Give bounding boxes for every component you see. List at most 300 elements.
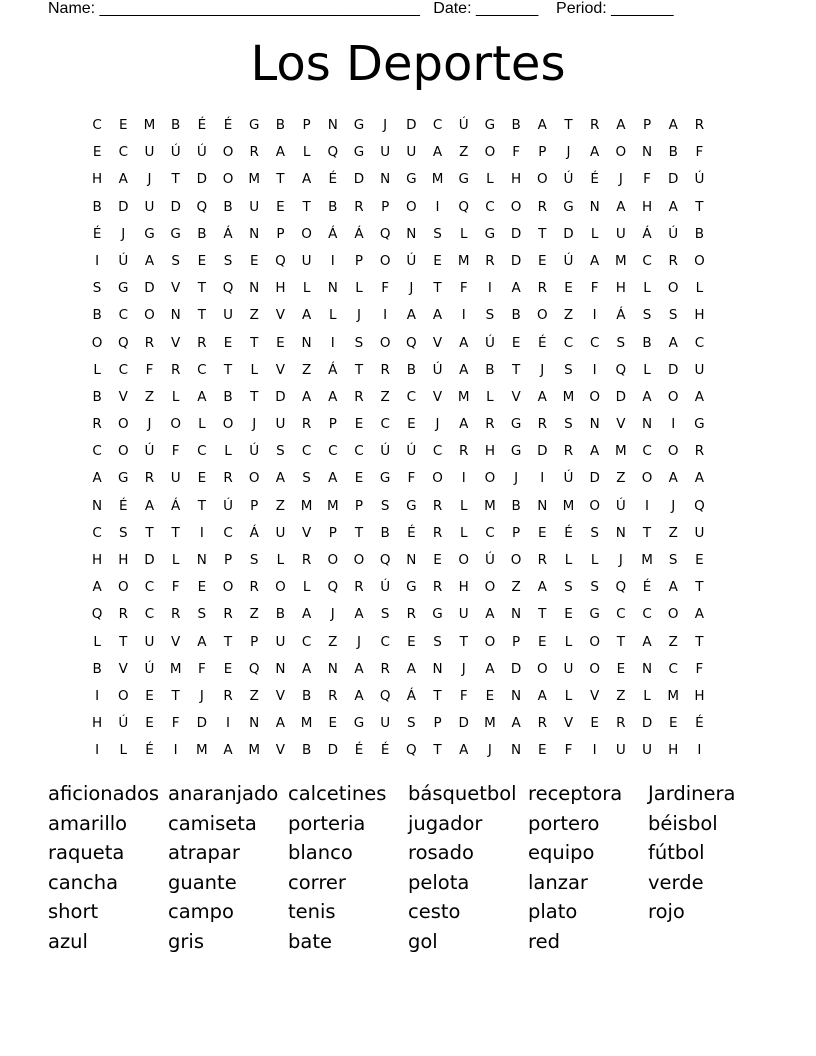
grid-letter: Á — [223, 225, 233, 242]
grid-letter: G — [248, 117, 260, 133]
grid-letter: H — [92, 715, 103, 732]
grid-letter: S — [302, 470, 311, 487]
grid-letter: G — [118, 280, 129, 297]
grid-letter: E — [249, 252, 259, 269]
grid-letter: F — [564, 742, 573, 759]
grid-letter: Ú — [694, 171, 705, 188]
grid-letter: J — [147, 171, 152, 188]
word-bank-item: short — [48, 900, 99, 924]
grid-letter: B — [92, 660, 102, 677]
grid-letter: Á — [249, 524, 259, 541]
grid-letter: N — [327, 660, 338, 677]
grid-letter: A — [694, 606, 705, 623]
grid-letter: V — [511, 388, 521, 405]
grid-letter: R — [537, 198, 547, 215]
grid-letter: P — [328, 524, 337, 541]
grid-letter: N — [537, 497, 548, 514]
grid-letter: J — [409, 280, 414, 297]
grid-letter: O — [222, 144, 234, 161]
grid-letter: L — [276, 552, 285, 568]
grid-letter: É — [564, 524, 573, 541]
grid-letter: J — [566, 144, 571, 161]
grid-letter: B — [223, 198, 233, 215]
grid-letter: R — [432, 524, 443, 541]
grid-letter: E — [354, 416, 364, 433]
grid-letter: B — [301, 742, 312, 759]
grid-letter: L — [302, 280, 311, 297]
grid-letter: A — [328, 470, 338, 487]
grid-letter: C — [485, 198, 495, 215]
grid-letter: I — [461, 307, 466, 324]
grid-letter: L — [486, 388, 494, 405]
word-bank-item: básquetbol — [408, 782, 517, 805]
grid-letter: G — [563, 198, 574, 215]
grid-letter: E — [564, 606, 573, 623]
grid-letter: P — [354, 252, 364, 269]
grid-letter: I — [330, 252, 335, 269]
grid-letter: F — [145, 361, 154, 378]
grid-letter: J — [356, 633, 361, 650]
grid-letter: B — [92, 307, 102, 324]
grid-letter: Z — [668, 524, 678, 541]
grid-letter: O — [641, 470, 653, 487]
grid-letter: O — [667, 606, 679, 623]
grid-letter: H — [668, 742, 679, 759]
grid-letter: J — [199, 687, 204, 704]
grid-letter: N — [511, 606, 522, 623]
grid-letter: T — [223, 633, 233, 650]
grid-letter: S — [118, 524, 128, 541]
grid-letter: G — [406, 497, 417, 514]
grid-letter: T — [171, 687, 180, 704]
grid-letter: I — [226, 715, 231, 732]
grid-letter: C — [197, 361, 207, 378]
grid-letter: J — [514, 470, 519, 487]
grid-letter: R — [537, 416, 547, 433]
grid-letter: O — [248, 470, 260, 487]
grid-letter: P — [512, 524, 521, 541]
grid-letter: É — [92, 225, 102, 242]
grid-letter: J — [252, 416, 257, 433]
word-bank-item: equipo — [528, 841, 595, 865]
grid-letter: T — [302, 198, 311, 215]
grid-letter: V — [590, 687, 600, 704]
grid-letter: R — [537, 280, 547, 297]
grid-letter: L — [643, 687, 651, 704]
grid-letter: Z — [380, 388, 390, 405]
grid-letter: M — [615, 443, 627, 460]
grid-letter: M — [300, 715, 313, 732]
grid-letter: L — [643, 280, 651, 297]
grid-letter: P — [328, 416, 337, 433]
grid-letter: L — [459, 497, 468, 514]
grid-letter: É — [145, 742, 154, 759]
grid-letter: A — [694, 388, 705, 405]
grid-letter: A — [118, 171, 128, 188]
grid-letter: A — [301, 388, 312, 405]
grid-letter: R — [144, 470, 155, 487]
grid-letter: O — [117, 443, 129, 460]
grid-letter: A — [301, 307, 312, 324]
grid-letter: D — [510, 252, 522, 269]
grid-letter: B — [92, 388, 102, 405]
grid-letter: E — [433, 552, 442, 568]
grid-letter: Q — [379, 225, 391, 242]
word-bank-item: calcetines — [288, 782, 387, 805]
grid-letter: Á — [328, 361, 338, 378]
grid-letter: Z — [459, 144, 469, 161]
grid-letter: Ú — [484, 552, 495, 568]
word-bank-item: rosado — [408, 841, 474, 865]
grid-letter: R — [354, 198, 364, 215]
grid-letter: O — [379, 334, 391, 351]
grid-letter: I — [697, 742, 702, 759]
grid-letter: D — [537, 443, 548, 460]
grid-letter: S — [564, 361, 573, 378]
grid-letter: T — [197, 280, 206, 297]
grid-letter: Z — [563, 307, 574, 324]
grid-letter: A — [642, 388, 652, 405]
grid-letter: Q — [91, 606, 103, 623]
grid-letter: E — [538, 633, 547, 650]
grid-letter: A — [301, 660, 312, 677]
grid-letter: Ú — [380, 579, 391, 596]
grid-letter: I — [199, 524, 204, 541]
grid-letter: T — [197, 497, 206, 514]
grid-letter: L — [486, 171, 494, 188]
grid-letter: G — [406, 171, 417, 188]
grid-letter: Ú — [249, 443, 260, 460]
grid-letter: U — [615, 742, 626, 759]
grid-letter: Ú — [118, 715, 129, 732]
grid-letter: A — [301, 171, 312, 188]
grid-letter: R — [485, 416, 495, 433]
grid-letter: A — [275, 470, 286, 487]
grid-letter: O — [117, 687, 129, 704]
grid-letter: R — [144, 334, 155, 351]
grid-letter: U — [249, 198, 260, 215]
grid-letter: M — [615, 252, 627, 269]
grid-letter: E — [145, 715, 154, 732]
grid-letter: M — [169, 660, 182, 677]
grid-letter: Q — [458, 198, 470, 215]
grid-letter: R — [170, 606, 181, 623]
grid-letter: B — [694, 225, 705, 242]
grid-letter: N — [196, 552, 207, 568]
grid-letter: O — [379, 252, 391, 269]
grid-letter: H — [92, 171, 103, 188]
grid-letter: Q — [379, 687, 391, 704]
grid-letter: G — [144, 225, 155, 242]
grid-letter: R — [223, 470, 233, 487]
grid-letter: F — [459, 280, 468, 297]
grid-letter: T — [511, 361, 521, 378]
word-bank — [48, 779, 768, 957]
grid-letter: S — [668, 552, 678, 568]
grid-letter: B — [511, 307, 521, 324]
grid-letter: D — [510, 660, 522, 677]
grid-letter: T — [354, 524, 364, 541]
grid-letter: C — [380, 416, 390, 433]
grid-letter: L — [355, 280, 363, 297]
grid-letter: C — [118, 144, 128, 161]
grid-letter: É — [197, 117, 207, 133]
grid-letter: O — [589, 660, 600, 677]
grid-letter: L — [93, 361, 101, 378]
grid-letter: S — [590, 579, 599, 596]
grid-letter: R — [694, 117, 705, 133]
grid-letter: T — [250, 334, 259, 351]
grid-letter: E — [485, 687, 495, 704]
grid-letter: B — [275, 117, 286, 133]
grid-letter: N — [249, 280, 260, 297]
grid-letter: L — [643, 361, 651, 378]
word-bank-item: guante — [168, 870, 237, 894]
grid-letter: A — [144, 252, 155, 269]
grid-letter: Ú — [223, 497, 233, 514]
grid-letter: A — [668, 198, 678, 215]
grid-letter: M — [248, 171, 261, 188]
grid-letter: R — [92, 416, 102, 433]
grid-letter: A — [694, 470, 705, 487]
grid-letter: H — [694, 307, 705, 324]
grid-letter: R — [301, 416, 312, 433]
grid-letter: Ú — [615, 497, 626, 514]
grid-letter: L — [564, 552, 573, 568]
grid-letter: L — [590, 552, 599, 568]
grid-letter: M — [667, 687, 680, 704]
grid-letter: A — [668, 117, 678, 133]
word-bank-item: portero — [528, 811, 600, 835]
grid-letter: O — [170, 416, 181, 433]
grid-letter: M — [143, 117, 156, 133]
grid-letter: P — [302, 117, 311, 133]
grid-letter: L — [302, 579, 311, 596]
grid-letter: M — [248, 742, 261, 759]
grid-letter: R — [537, 552, 547, 568]
word-bank-item: verde — [648, 870, 704, 894]
grid-letter: I — [95, 252, 100, 269]
grid-letter: S — [433, 633, 442, 650]
grid-letter: G — [353, 144, 365, 161]
grid-letter: V — [275, 361, 286, 378]
grid-letter: R — [328, 687, 338, 704]
grid-letter: O — [536, 171, 548, 188]
grid-letter: H — [92, 552, 103, 568]
grid-letter: T — [433, 280, 442, 297]
grid-letter: M — [562, 497, 575, 514]
date-field-label: Date: _______ — [433, 0, 539, 17]
word-bank-item: aficionados — [48, 782, 160, 805]
grid-letter: C — [354, 443, 364, 460]
word-bank-item: cancha — [48, 870, 119, 894]
grid-letter: Z — [275, 497, 286, 514]
grid-letter: D — [458, 715, 469, 732]
grid-letter: F — [590, 280, 599, 297]
grid-letter: O — [222, 416, 234, 433]
grid-letter: N — [589, 198, 600, 215]
grid-letter: O — [589, 633, 600, 650]
page-title: Los Deportes — [250, 36, 566, 92]
grid-letter: E — [197, 252, 207, 269]
grid-letter: F — [512, 144, 520, 161]
grid-letter: E — [538, 742, 547, 759]
grid-letter: T — [695, 633, 704, 650]
grid-letter: A — [485, 660, 495, 677]
word-bank-item: lanzar — [528, 870, 588, 894]
grid-letter: B — [380, 524, 390, 541]
grid-letter: C — [301, 443, 312, 460]
grid-letter: V — [432, 388, 443, 405]
grid-letter: A — [144, 497, 155, 514]
grid-letter: A — [616, 117, 626, 133]
word-bank-item: pelota — [408, 870, 470, 894]
grid-letter: C — [144, 579, 155, 596]
grid-letter: A — [668, 579, 678, 596]
word-bank-item: anaranjado — [168, 782, 279, 805]
grid-letter: R — [485, 252, 495, 269]
grid-letter: V — [563, 715, 574, 732]
grid-letter: U — [642, 742, 652, 759]
grid-letter: S — [668, 307, 678, 324]
grid-letter: S — [92, 280, 102, 297]
word-bank-item: tenis — [288, 900, 336, 924]
grid-letter: A — [459, 361, 469, 378]
grid-letter: R — [223, 687, 233, 704]
grid-letter: L — [119, 742, 128, 759]
word-bank-item: amarillo — [48, 811, 128, 835]
word-bank-item: correr — [288, 870, 346, 894]
grid-letter: J — [147, 416, 152, 433]
grid-letter: M — [326, 497, 339, 514]
name-field-label: Name: ____________________________________ — [48, 0, 420, 17]
grid-letter: S — [223, 252, 233, 269]
grid-letter: A — [485, 606, 495, 623]
grid-letter: É — [642, 579, 652, 596]
grid-letter: L — [302, 144, 311, 161]
grid-letter: N — [511, 742, 522, 759]
grid-letter: F — [407, 470, 416, 487]
grid-letter: Q — [615, 579, 627, 596]
grid-letter: H — [458, 579, 469, 596]
grid-letter: O — [117, 416, 129, 433]
grid-letter: R — [249, 144, 259, 161]
grid-letter: A — [511, 715, 521, 732]
grid-letter: R — [432, 579, 443, 596]
period-field-label: Period: _______ — [556, 0, 674, 17]
grid-letter: B — [223, 388, 233, 405]
grid-letter: U — [275, 524, 286, 541]
grid-letter: H — [641, 198, 653, 215]
grid-letter: M — [196, 742, 208, 759]
grid-letter: T — [459, 633, 468, 650]
grid-letter: S — [171, 252, 180, 269]
grid-letter: F — [171, 443, 180, 460]
grid-letter: Q — [327, 579, 339, 596]
word-bank-item: plato — [528, 900, 578, 924]
grid-letter: U — [563, 660, 574, 677]
grid-letter: L — [695, 280, 704, 297]
grid-letter: F — [171, 579, 180, 596]
grid-letter: L — [564, 633, 573, 650]
grid-letter: H — [511, 171, 522, 188]
grid-letter: E — [197, 470, 207, 487]
grid-letter: P — [250, 497, 259, 514]
grid-letter: E — [407, 416, 416, 433]
word-bank-item: gris — [168, 929, 204, 953]
grid-letter: N — [249, 715, 260, 732]
grid-letter: R — [616, 715, 626, 732]
word-bank-item: gol — [408, 929, 438, 953]
grid-letter: C — [92, 117, 102, 133]
grid-letter: J — [618, 171, 623, 188]
grid-letter: P — [538, 144, 547, 161]
grid-letter: O — [510, 552, 522, 568]
grid-letter: G — [510, 416, 522, 433]
grid-letter: L — [329, 307, 337, 324]
grid-letter: G — [458, 171, 469, 188]
grid-letter: A — [92, 579, 102, 596]
grid-letter: É — [538, 334, 547, 351]
word-bank-item: bate — [288, 929, 332, 953]
grid-letter: O — [353, 552, 365, 568]
grid-letter: T — [119, 633, 128, 650]
word-bank-item: red — [528, 929, 560, 953]
grid-letter: T — [433, 687, 442, 704]
grid-letter: A — [406, 660, 416, 677]
grid-letter: E — [538, 524, 547, 541]
grid-letter: B — [301, 687, 312, 704]
grid-letter: Q — [222, 280, 234, 297]
grid-letter: D — [615, 388, 627, 405]
grid-letter: E — [328, 715, 338, 732]
grid-letter: T — [145, 524, 154, 541]
grid-letter: F — [695, 144, 704, 161]
grid-letter: O — [91, 334, 103, 351]
grid-letter: E — [616, 660, 626, 677]
grid-letter: É — [590, 171, 599, 188]
grid-letter: T — [223, 361, 233, 378]
grid-letter: E — [433, 252, 442, 269]
grid-letter: D — [144, 280, 155, 297]
grid-letter: A — [328, 388, 338, 405]
grid-letter: C — [485, 524, 495, 541]
word-bank-item: fútbol — [648, 841, 705, 865]
grid-letter: D — [510, 225, 522, 242]
grid-letter: J — [618, 552, 623, 568]
grid-letter: A — [197, 633, 207, 650]
grid-letter: S — [590, 524, 599, 541]
grid-letter: L — [171, 552, 180, 568]
grid-letter: Q — [379, 552, 391, 568]
grid-letter: É — [354, 742, 364, 759]
grid-letter: B — [92, 198, 102, 215]
grid-letter: C — [642, 606, 652, 623]
grid-letter: R — [301, 552, 312, 568]
grid-letter: T — [616, 633, 625, 650]
grid-letter: T — [538, 225, 547, 242]
grid-letter: Ú — [406, 443, 417, 460]
grid-letter: Ú — [170, 144, 181, 161]
grid-letter: Q — [406, 334, 417, 351]
grid-letter: V — [275, 742, 286, 759]
grid-letter: I — [173, 742, 178, 759]
grid-letter: C — [301, 633, 312, 650]
grid-letter: F — [197, 660, 206, 677]
grid-letter: E — [407, 633, 416, 650]
grid-letter: B — [485, 361, 495, 378]
grid-letter: Z — [249, 606, 259, 623]
